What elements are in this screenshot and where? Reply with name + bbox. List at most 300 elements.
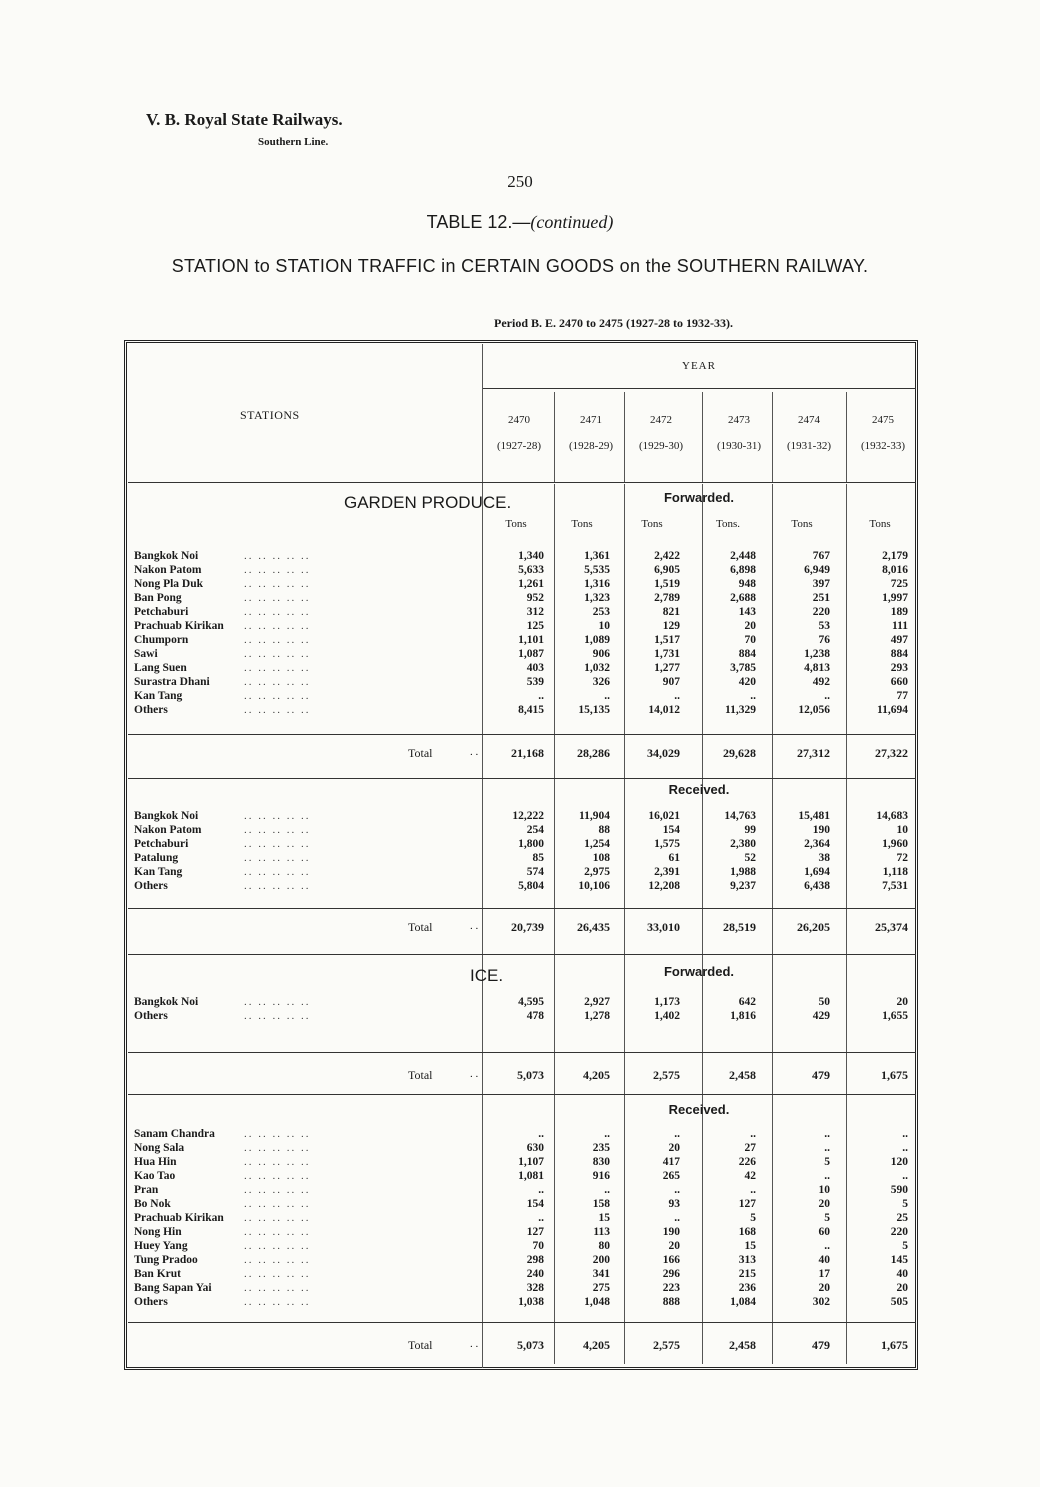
cell-value: 2,789 bbox=[654, 592, 680, 604]
cell-value: 6,949 bbox=[804, 564, 830, 576]
leader-dots: .. .. .. .. .. bbox=[244, 592, 311, 604]
table-row bbox=[134, 1226, 914, 1240]
cell-value: 190 bbox=[662, 1226, 680, 1238]
cell-value: 11,694 bbox=[877, 704, 908, 716]
cell-value: .. bbox=[902, 1142, 908, 1154]
leader-dots: .. .. .. .. .. bbox=[244, 1254, 311, 1266]
page-number: 250 bbox=[507, 172, 533, 191]
total-value: 28,519 bbox=[723, 920, 756, 934]
leader-dots: .. .. .. .. .. bbox=[244, 1212, 311, 1224]
table-row bbox=[134, 564, 914, 578]
cell-value: 2,927 bbox=[584, 996, 610, 1008]
station-name: Nakon Patom bbox=[134, 824, 202, 836]
cell-value: 1,278 bbox=[584, 1010, 610, 1022]
cell-value: 11,904 bbox=[579, 810, 610, 822]
cell-value: 40 bbox=[896, 1268, 908, 1280]
table-row bbox=[134, 838, 914, 852]
total-value: 2,458 bbox=[729, 1338, 756, 1352]
station-name: Bangkok Noi bbox=[134, 810, 199, 822]
cell-value: .. bbox=[674, 690, 680, 702]
station-name: Petchaburi bbox=[134, 838, 189, 850]
cell-value: 10 bbox=[598, 620, 610, 632]
cell-value: 630 bbox=[526, 1142, 544, 1154]
table-row bbox=[134, 620, 914, 634]
table-row bbox=[134, 606, 914, 620]
cell-value: 2,380 bbox=[730, 838, 756, 850]
cell-value: 85 bbox=[532, 852, 544, 864]
station-name: Hua Hin bbox=[134, 1156, 177, 1168]
unit-label: Tons bbox=[791, 518, 813, 530]
section-title-garden: GARDEN PRODUCE. bbox=[344, 493, 512, 512]
cell-value: 505 bbox=[890, 1296, 908, 1308]
cell-value: 240 bbox=[526, 1268, 544, 1280]
cell-value: 168 bbox=[738, 1226, 756, 1238]
cell-value: 1,277 bbox=[654, 662, 680, 674]
total-value: 2,458 bbox=[729, 1068, 756, 1082]
cell-value: 70 bbox=[532, 1240, 544, 1252]
cell-value: 99 bbox=[744, 824, 756, 836]
cell-value: .. bbox=[750, 690, 756, 702]
cell-value: 265 bbox=[662, 1170, 680, 1182]
cell-value: 20 bbox=[896, 996, 908, 1008]
cell-value: 4,813 bbox=[804, 662, 830, 674]
cell-value: 200 bbox=[592, 1254, 610, 1266]
cell-value: 14,683 bbox=[876, 810, 908, 822]
cell-value: 1,032 bbox=[584, 662, 610, 674]
header-rule bbox=[128, 482, 916, 483]
cell-value: 590 bbox=[890, 1184, 908, 1196]
section-rule bbox=[128, 1094, 916, 1095]
table-row bbox=[134, 1240, 914, 1254]
cell-value: 492 bbox=[812, 676, 830, 688]
table-row bbox=[134, 648, 914, 662]
table-row bbox=[134, 690, 914, 704]
cell-value: 8,016 bbox=[882, 564, 908, 576]
cell-value: 539 bbox=[526, 676, 544, 688]
subtotal-rule bbox=[128, 734, 916, 735]
unit-label: Tons. bbox=[716, 518, 740, 530]
cell-value: 93 bbox=[668, 1198, 680, 1210]
cell-value: .. bbox=[538, 1128, 544, 1140]
station-name: Huey Yang bbox=[134, 1240, 188, 1252]
station-name: Bangkok Noi bbox=[134, 996, 199, 1008]
cell-value: 1,316 bbox=[584, 578, 610, 590]
cell-value: 42 bbox=[744, 1170, 756, 1182]
station-name: Bo Nok bbox=[134, 1198, 171, 1210]
table-continued: (continued) bbox=[530, 212, 614, 232]
cell-value: 50 bbox=[818, 996, 830, 1008]
flow-label: Received. bbox=[668, 1102, 730, 1117]
cell-value: 38 bbox=[818, 852, 830, 864]
railway-name: V. B. Royal State Railways. bbox=[146, 110, 343, 129]
cell-value: 296 bbox=[662, 1268, 680, 1280]
cell-value: 1,655 bbox=[882, 1010, 908, 1022]
cell-value: 20 bbox=[818, 1198, 830, 1210]
leader-dots: .. .. .. .. .. bbox=[244, 1156, 311, 1168]
cell-value: 9,237 bbox=[730, 880, 756, 892]
year-be-2471: 2471 bbox=[580, 414, 602, 426]
cell-value: 253 bbox=[592, 606, 610, 618]
table-row bbox=[134, 1128, 914, 1142]
cell-value: 12,222 bbox=[512, 810, 544, 822]
station-name: Others bbox=[134, 1296, 168, 1308]
station-name: Sanam Chandra bbox=[134, 1128, 215, 1140]
table-row bbox=[134, 578, 914, 592]
cell-value: .. bbox=[674, 1128, 680, 1140]
cell-value: 1,118 bbox=[882, 866, 908, 878]
station-name: Nong Sala bbox=[134, 1142, 185, 1154]
cell-value: 143 bbox=[738, 606, 756, 618]
cell-value: 12,208 bbox=[648, 880, 680, 892]
cell-value: 341 bbox=[592, 1268, 610, 1280]
table-row bbox=[134, 1170, 914, 1184]
cell-value: 1,517 bbox=[654, 634, 680, 646]
cell-value: 10 bbox=[818, 1184, 830, 1196]
table-row bbox=[134, 1010, 914, 1024]
total-value: 4,205 bbox=[583, 1338, 610, 1352]
cell-value: 312 bbox=[526, 606, 544, 618]
leader-dots: .. .. .. .. .. bbox=[244, 550, 311, 562]
cell-value: 5 bbox=[902, 1198, 908, 1210]
cell-value: 12,056 bbox=[798, 704, 830, 716]
cell-value: .. bbox=[538, 690, 544, 702]
leader-dots: .. .. .. .. .. bbox=[244, 634, 311, 646]
station-name: Nakon Patom bbox=[134, 564, 202, 576]
total-value: 20,739 bbox=[511, 920, 544, 934]
cell-value: 40 bbox=[818, 1254, 830, 1266]
cell-value: 1,084 bbox=[730, 1296, 756, 1308]
cell-value: 1,340 bbox=[518, 550, 544, 562]
cell-value: 326 bbox=[592, 676, 610, 688]
cell-value: 70 bbox=[744, 634, 756, 646]
cell-value: 254 bbox=[526, 824, 544, 836]
cell-value: 952 bbox=[526, 592, 544, 604]
station-name: Others bbox=[134, 1010, 168, 1022]
total-label: Total bbox=[408, 1068, 433, 1082]
cell-value: 660 bbox=[890, 676, 908, 688]
cell-value: 1,101 bbox=[518, 634, 544, 646]
cell-value: 154 bbox=[662, 824, 680, 836]
table-row bbox=[134, 550, 914, 564]
cell-value: 497 bbox=[890, 634, 908, 646]
station-name: Surastra Dhani bbox=[134, 676, 210, 688]
leader-dots: .. .. .. .. .. bbox=[244, 1240, 311, 1252]
cell-value: 1,960 bbox=[882, 838, 908, 850]
cell-value: 1,238 bbox=[804, 648, 830, 660]
leader-dots: .. .. .. .. .. bbox=[244, 1142, 311, 1154]
total-value: 2,575 bbox=[653, 1338, 680, 1352]
cell-value: 429 bbox=[812, 1010, 830, 1022]
table-row bbox=[134, 1296, 914, 1310]
cell-value: 5,804 bbox=[518, 880, 544, 892]
total-value: 28,286 bbox=[577, 746, 610, 760]
cell-value: 108 bbox=[592, 852, 610, 864]
leader-dots: .. .. .. .. .. bbox=[244, 852, 311, 864]
table-row bbox=[134, 866, 914, 880]
total-value: 29,628 bbox=[723, 746, 756, 760]
cell-value: 1,402 bbox=[654, 1010, 680, 1022]
cell-value: 189 bbox=[890, 606, 908, 618]
cell-value: 11,329 bbox=[725, 704, 756, 716]
cell-value: 10 bbox=[896, 824, 908, 836]
cell-value: .. bbox=[674, 1212, 680, 1224]
station-name: Prachuab Kirikan bbox=[134, 620, 224, 632]
subtotal-rule bbox=[128, 1052, 916, 1053]
leader-dots: .. .. .. .. .. bbox=[244, 648, 311, 660]
year-ad-2471: (1928-29) bbox=[569, 440, 613, 452]
year-col-rule bbox=[846, 392, 847, 482]
subtotal-rule bbox=[128, 908, 916, 909]
cell-value: 236 bbox=[738, 1282, 756, 1294]
cell-value: 166 bbox=[662, 1254, 680, 1266]
leader-dots: .. .. .. .. .. bbox=[244, 838, 311, 850]
station-name: Kao Tao bbox=[134, 1170, 176, 1182]
leader-dots: .. .. .. .. .. bbox=[244, 578, 311, 590]
leader-dots: .. .. .. .. .. bbox=[244, 620, 311, 632]
cell-value: 1,261 bbox=[518, 578, 544, 590]
leader-dots: .. .. .. .. .. bbox=[244, 1296, 311, 1308]
cell-value: 5,535 bbox=[584, 564, 610, 576]
cell-value: 2,391 bbox=[654, 866, 680, 878]
station-name: Tung Pradoo bbox=[134, 1254, 198, 1266]
station-name: Nong Hin bbox=[134, 1226, 182, 1238]
cell-value: 7,531 bbox=[882, 880, 908, 892]
cell-value: 1,323 bbox=[584, 592, 610, 604]
cell-value: 20 bbox=[668, 1240, 680, 1252]
total-dots: . . bbox=[470, 746, 479, 758]
cell-value: 907 bbox=[662, 676, 680, 688]
total-value: 25,374 bbox=[875, 920, 908, 934]
cell-value: 17 bbox=[818, 1268, 830, 1280]
leader-dots: .. .. .. .. .. bbox=[244, 662, 311, 674]
cell-value: 14,012 bbox=[648, 704, 680, 716]
cell-value: 20 bbox=[818, 1282, 830, 1294]
cell-value: .. bbox=[902, 1170, 908, 1182]
station-name: Chumporn bbox=[134, 634, 189, 646]
leader-dots: .. .. .. .. .. bbox=[244, 606, 311, 618]
table-row bbox=[134, 1198, 914, 1212]
total-value: 1,675 bbox=[881, 1068, 908, 1082]
cell-value: 1,081 bbox=[518, 1170, 544, 1182]
cell-value: 61 bbox=[668, 852, 680, 864]
cell-value: .. bbox=[604, 1128, 610, 1140]
year-be-2473: 2473 bbox=[728, 414, 750, 426]
cell-value: 72 bbox=[896, 852, 908, 864]
cell-value: 154 bbox=[526, 1198, 544, 1210]
cell-value: 20 bbox=[896, 1282, 908, 1294]
cell-value: 20 bbox=[744, 620, 756, 632]
cell-value: 190 bbox=[812, 824, 830, 836]
cell-value: 478 bbox=[526, 1010, 544, 1022]
cell-value: 1,173 bbox=[654, 996, 680, 1008]
cell-value: 1,361 bbox=[584, 550, 610, 562]
cell-value: 4,595 bbox=[518, 996, 544, 1008]
cell-value: 948 bbox=[738, 578, 756, 590]
cell-value: 251 bbox=[812, 592, 830, 604]
cell-value: 417 bbox=[662, 1156, 680, 1168]
cell-value: .. bbox=[824, 1142, 830, 1154]
total-value: 5,073 bbox=[517, 1338, 544, 1352]
station-name: Nong Pla Duk bbox=[134, 578, 204, 590]
unit-label: Tons bbox=[505, 518, 527, 530]
cell-value: 120 bbox=[890, 1156, 908, 1168]
cell-value: 127 bbox=[738, 1198, 756, 1210]
year-be-2475: 2475 bbox=[872, 414, 894, 426]
station-name: Prachuab Kirikan bbox=[134, 1212, 224, 1224]
cell-value: 1,038 bbox=[518, 1296, 544, 1308]
cell-value: 5 bbox=[902, 1240, 908, 1252]
cell-value: 884 bbox=[890, 648, 908, 660]
cell-value: 113 bbox=[593, 1226, 610, 1238]
station-name: Sawi bbox=[134, 648, 158, 660]
year-ad-2474: (1931-32) bbox=[787, 440, 831, 452]
cell-value: 642 bbox=[738, 996, 756, 1008]
cell-value: 906 bbox=[592, 648, 610, 660]
year-header: YEAR bbox=[682, 360, 716, 372]
cell-value: .. bbox=[824, 690, 830, 702]
table-row bbox=[134, 1156, 914, 1170]
year-ad-2475: (1932-33) bbox=[861, 440, 905, 452]
cell-value: 403 bbox=[526, 662, 544, 674]
flow-label: Forwarded. bbox=[663, 490, 735, 505]
unit-label: Tons bbox=[641, 518, 663, 530]
cell-value: .. bbox=[538, 1212, 544, 1224]
station-name: Ban Pong bbox=[134, 592, 182, 604]
cell-value: 111 bbox=[892, 620, 908, 632]
cell-value: 77 bbox=[896, 690, 908, 702]
station-name: Others bbox=[134, 704, 168, 716]
cell-value: 1,694 bbox=[804, 866, 830, 878]
cell-value: 1,575 bbox=[654, 838, 680, 850]
total-value: 479 bbox=[812, 1068, 830, 1082]
cell-value: 53 bbox=[818, 620, 830, 632]
cell-value: 27 bbox=[744, 1142, 756, 1154]
cell-value: 2,975 bbox=[584, 866, 610, 878]
section-rule bbox=[128, 954, 916, 955]
cell-value: 302 bbox=[812, 1296, 830, 1308]
cell-value: 127 bbox=[526, 1226, 544, 1238]
leader-dots: .. .. .. .. .. bbox=[244, 690, 311, 702]
cell-value: 52 bbox=[744, 852, 756, 864]
cell-value: 10,106 bbox=[578, 880, 610, 892]
table-row bbox=[134, 824, 914, 838]
cell-value: 293 bbox=[890, 662, 908, 674]
cell-value: 88 bbox=[598, 824, 610, 836]
cell-value: 1,988 bbox=[730, 866, 756, 878]
cell-value: .. bbox=[604, 1184, 610, 1196]
cell-value: 916 bbox=[592, 1170, 610, 1182]
year-col-rule bbox=[702, 392, 703, 482]
leader-dots: .. .. .. .. .. bbox=[244, 1226, 311, 1238]
cell-value: .. bbox=[824, 1240, 830, 1252]
cell-value: 2,364 bbox=[804, 838, 830, 850]
leader-dots: .. .. .. .. .. bbox=[244, 824, 311, 836]
total-value: 33,010 bbox=[647, 920, 680, 934]
cell-value: .. bbox=[538, 1184, 544, 1196]
cell-value: .. bbox=[604, 690, 610, 702]
table-row bbox=[134, 1184, 914, 1198]
leader-dots: .. .. .. .. .. bbox=[244, 1184, 311, 1196]
total-value: 479 bbox=[812, 1338, 830, 1352]
table-number: TABLE 12.— bbox=[426, 212, 531, 232]
leader-dots: .. .. .. .. .. bbox=[244, 880, 311, 892]
unit-label: Tons bbox=[869, 518, 891, 530]
cell-value: 397 bbox=[812, 578, 830, 590]
cell-value: .. bbox=[674, 1184, 680, 1196]
total-value: 27,322 bbox=[875, 746, 908, 760]
period-note: Period B. E. 2470 to 2475 (1927-28 to 1932-33). bbox=[494, 316, 733, 330]
total-value: 4,205 bbox=[583, 1068, 610, 1082]
cell-value: 125 bbox=[526, 620, 544, 632]
cell-value: 1,816 bbox=[730, 1010, 756, 1022]
subtotal-rule bbox=[128, 1322, 916, 1323]
cell-value: .. bbox=[750, 1184, 756, 1196]
cell-value: 220 bbox=[812, 606, 830, 618]
cell-value: 1,107 bbox=[518, 1156, 544, 1168]
table-row bbox=[134, 1212, 914, 1226]
station-name: Kan Tang bbox=[134, 866, 183, 878]
station-name: Pran bbox=[134, 1184, 159, 1196]
cell-value: 215 bbox=[738, 1268, 756, 1280]
cell-value: 6,438 bbox=[804, 880, 830, 892]
cell-value: 80 bbox=[598, 1240, 610, 1252]
year-ad-2473: (1930-31) bbox=[717, 440, 761, 452]
station-name: Petchaburi bbox=[134, 606, 189, 618]
cell-value: 1,087 bbox=[518, 648, 544, 660]
leader-dots: .. .. .. .. .. bbox=[244, 1128, 311, 1140]
cell-value: 15,135 bbox=[578, 704, 610, 716]
year-be-2472: 2472 bbox=[650, 414, 672, 426]
station-name: Kan Tang bbox=[134, 690, 183, 702]
cell-value: 2,448 bbox=[730, 550, 756, 562]
total-value: 26,205 bbox=[797, 920, 830, 934]
total-value: 1,675 bbox=[881, 1338, 908, 1352]
total-dots: . . bbox=[470, 1068, 479, 1080]
cell-value: 6,905 bbox=[654, 564, 680, 576]
cell-value: 5 bbox=[824, 1156, 830, 1168]
table-row bbox=[134, 1254, 914, 1268]
cell-value: 25 bbox=[896, 1212, 908, 1224]
cell-value: 1,089 bbox=[584, 634, 610, 646]
leader-dots: .. .. .. .. .. bbox=[244, 1010, 311, 1022]
cell-value: 1,731 bbox=[654, 648, 680, 660]
year-ad-2472: (1929-30) bbox=[639, 440, 683, 452]
station-name: Lang Suen bbox=[134, 662, 187, 674]
cell-value: 226 bbox=[738, 1156, 756, 1168]
table-row bbox=[134, 880, 914, 894]
cell-value: 1,800 bbox=[518, 838, 544, 850]
cell-value: 328 bbox=[526, 1282, 544, 1294]
leader-dots: .. .. .. .. .. bbox=[244, 866, 311, 878]
cell-value: 8,415 bbox=[518, 704, 544, 716]
leader-dots: .. .. .. .. .. bbox=[244, 1282, 311, 1294]
table-row bbox=[134, 810, 914, 824]
cell-value: 1,519 bbox=[654, 578, 680, 590]
total-value: 2,575 bbox=[653, 1068, 680, 1082]
cell-value: 725 bbox=[890, 578, 908, 590]
cell-value: 767 bbox=[812, 550, 830, 562]
table-row bbox=[134, 662, 914, 676]
total-value: 34,029 bbox=[647, 746, 680, 760]
cell-value: 5 bbox=[824, 1212, 830, 1224]
leader-dots: .. .. .. .. .. bbox=[244, 676, 311, 688]
leader-dots: .. .. .. .. .. bbox=[244, 996, 311, 1008]
leader-dots: .. .. .. .. .. bbox=[244, 1198, 311, 1210]
leader-dots: .. .. .. .. .. bbox=[244, 1170, 311, 1182]
page-title: STATION to STATION TRAFFIC in CERTAIN GOODS on the SOUTHERN RAILWAY. bbox=[171, 256, 869, 276]
table-row bbox=[134, 1282, 914, 1296]
cell-value: 60 bbox=[818, 1226, 830, 1238]
